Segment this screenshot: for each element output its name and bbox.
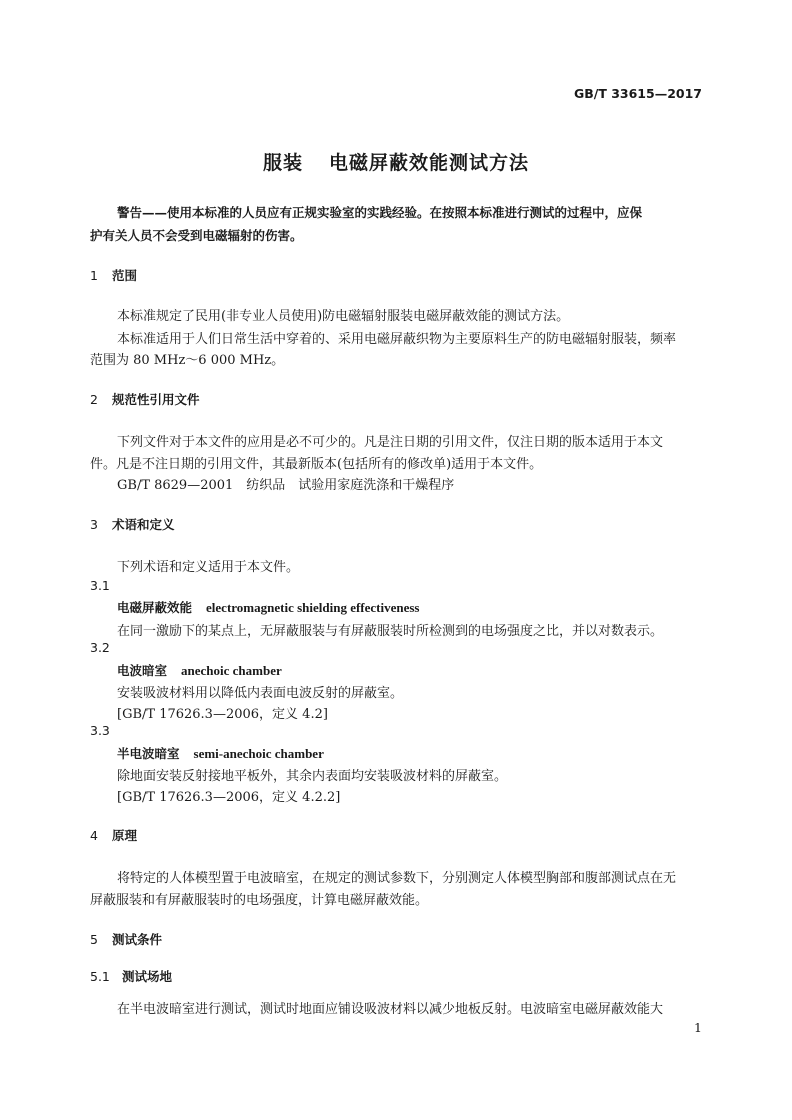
section-title: 测试条件 (112, 932, 163, 947)
section-number: 5 (90, 932, 98, 947)
warning-line-2: 护有关人员不会受到电磁辐射的伤害。 (90, 228, 303, 243)
term-definition: 在同一激励下的某点上，无屏蔽服装与有屏蔽服装时所检测到的电场强度之比，并以对数表示。 (117, 624, 664, 639)
warning-line-1: 警告——使用本标准的人员应有正规实验室的实践经验。在按照本标准进行测试的过程中，应保 (117, 205, 643, 220)
term-definition: 安装吸波材料用以降低内表面电波反射的屏蔽室。 (117, 686, 404, 701)
normative-reference: GB/T 8629—2001 纺织品 试验用家庭洗涤和干燥程序 (117, 478, 455, 493)
term-source: [GB/T 17626.3—2006，定义 4.2] (117, 707, 328, 722)
section-title: 规范性引用文件 (112, 392, 200, 407)
section-title: 范围 (112, 268, 138, 283)
section-1-heading (90, 266, 137, 284)
subsection-5-1-paragraph: 在半电波暗室进行测试，测试时地面应铺设吸波材料以减少地板反射。电波暗室电磁屏蔽效能大 (117, 1002, 664, 1017)
section-number: 3 (90, 517, 98, 532)
subsection-number: 5.1 (90, 969, 110, 984)
term-definition: 除地面安装反射接地平板外，其余内表面均安装吸波材料的屏蔽室。 (117, 769, 508, 784)
term-english: electromagnetic shielding effectiveness (206, 600, 420, 615)
section-2-paragraph-line-1: 下列文件对于本文件的应用是必不可少的。凡是注日期的引用文件，仅注日期的版本适用于本文 (117, 435, 664, 450)
title-part-1: 服装 (262, 152, 303, 174)
section-number: 4 (90, 828, 98, 843)
section-number: 1 (90, 268, 98, 283)
term-heading (117, 661, 282, 679)
term-english: semi-anechoic chamber (193, 746, 324, 761)
standard-number: GB/T 33615—2017 (573, 86, 702, 101)
term-source: [GB/T 17626.3—2006，定义 4.2.2] (117, 790, 341, 805)
page-number: 1 (694, 1020, 702, 1035)
section-1-paragraph-2-line-1: 本标准适用于人们日常生活中穿着的、采用电磁屏蔽织物为主要原料生产的防电磁辐射服装，频率 (117, 332, 677, 347)
title-part-2: 电磁屏蔽效能测试方法 (329, 152, 530, 174)
section-3-heading (90, 515, 175, 533)
term-number: 3.1 (90, 578, 110, 593)
term-number: 3.3 (90, 723, 110, 738)
section-2-heading (90, 390, 200, 408)
term-chinese: 电磁屏蔽效能 (117, 600, 193, 615)
section-5-heading (90, 930, 162, 948)
section-1-paragraph-1: 本标准规定了民用(非专业人员使用)防电磁辐射服装电磁屏蔽效能的测试方法。 (117, 309, 570, 324)
document-title (0, 148, 792, 175)
term-english: anechoic chamber (181, 663, 282, 678)
subsection-title: 测试场地 (122, 969, 173, 984)
term-number: 3.2 (90, 640, 110, 655)
term-heading (117, 598, 420, 616)
section-4-paragraph-line-2: 屏蔽服装和有屏蔽服装时的电场强度，计算电磁屏蔽效能。 (90, 893, 429, 908)
section-4-heading (90, 826, 137, 844)
section-title: 术语和定义 (112, 517, 175, 532)
subsection-5-1-heading (90, 967, 172, 985)
section-4-paragraph-line-1: 将特定的人体模型置于电波暗室，在规定的测试参数下，分别测定人体模型胸部和腹部测试点在无 (117, 871, 677, 886)
term-chinese: 电波暗室 (117, 663, 168, 678)
section-3-intro: 下列术语和定义适用于本文件。 (117, 560, 300, 575)
term-heading (117, 744, 324, 762)
section-1-paragraph-2-line-2: 范围为 80 MHz～6 000 MHz。 (90, 353, 285, 368)
section-number: 2 (90, 392, 98, 407)
section-2-paragraph-line-2: 件。凡是不注日期的引用文件，其最新版本(包括所有的修改单)适用于本文件。 (90, 457, 543, 472)
section-title: 原理 (112, 828, 138, 843)
term-chinese: 半电波暗室 (117, 746, 180, 761)
